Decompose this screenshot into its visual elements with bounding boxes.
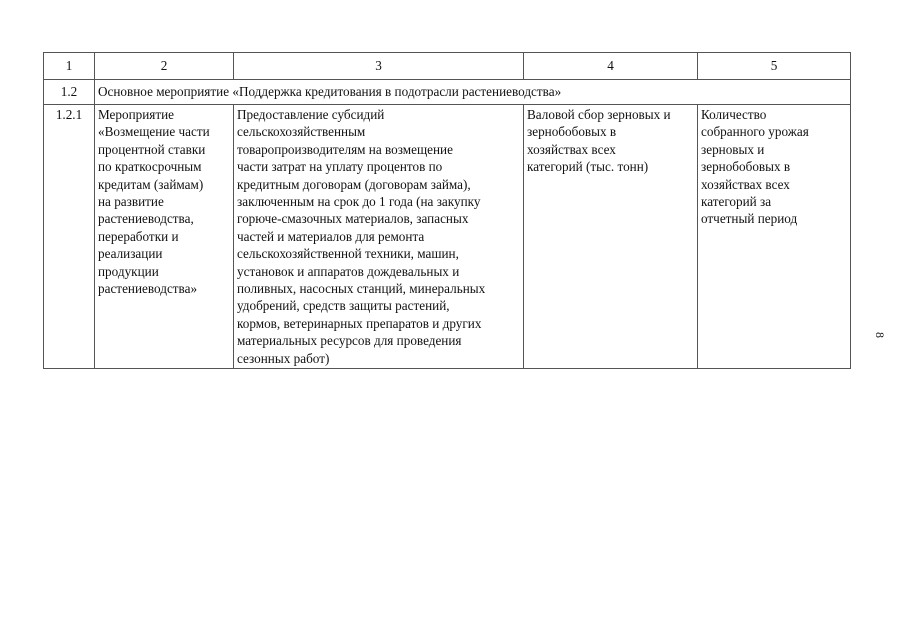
column-number-4: 4 <box>524 53 698 80</box>
column-number-row <box>44 53 851 80</box>
column-number-2: 2 <box>95 53 234 80</box>
section-number: 1.2 <box>44 80 95 105</box>
row-number: 1.2.1 <box>44 105 95 369</box>
page-number: 8 <box>873 332 887 338</box>
activity-name-cell: Мероприятие «Возмещение части процентной ставки по краткосрочным кредитам (займам) на развитие растениеводства, переработки и реализации продукции растениеводства» <box>95 105 234 369</box>
indicator-cell: Валовой сбор зерновых и зернобобовых в хозяйствах всех категорий (тыс. тонн) <box>524 105 698 369</box>
section-title: Основное мероприятие «Поддержка кредитования в подотрасли растениеводства» <box>95 80 851 105</box>
table-row <box>44 105 851 369</box>
column-number-3: 3 <box>234 53 524 80</box>
section-row <box>44 80 851 105</box>
calculation-method-cell: Количество собранного урожая зерновых и зернобобовых в хозяйствах всех категорий за отчетный период <box>698 105 851 369</box>
activity-description-cell: Предоставление субсидий сельскохозяйственным товаропроизводителям на возмещение части затрат на уплату процентов по кредитным договорам (договорам займа), заключенным на срок до 1 года (на закупку горюче-смазочных материалов, запасных частей и материалов для ремонта сельскохозяйственной техники, машин, установок и аппаратов дождевальных и поливных, насосных станций, минеральных удобрений, средств защиты растений, кормов, ветеринарных препаратов и других материальных ресурсов для проведения сезонных работ) <box>234 105 524 369</box>
measures-table <box>43 52 851 369</box>
column-number-1: 1 <box>44 53 95 80</box>
column-number-5: 5 <box>698 53 851 80</box>
